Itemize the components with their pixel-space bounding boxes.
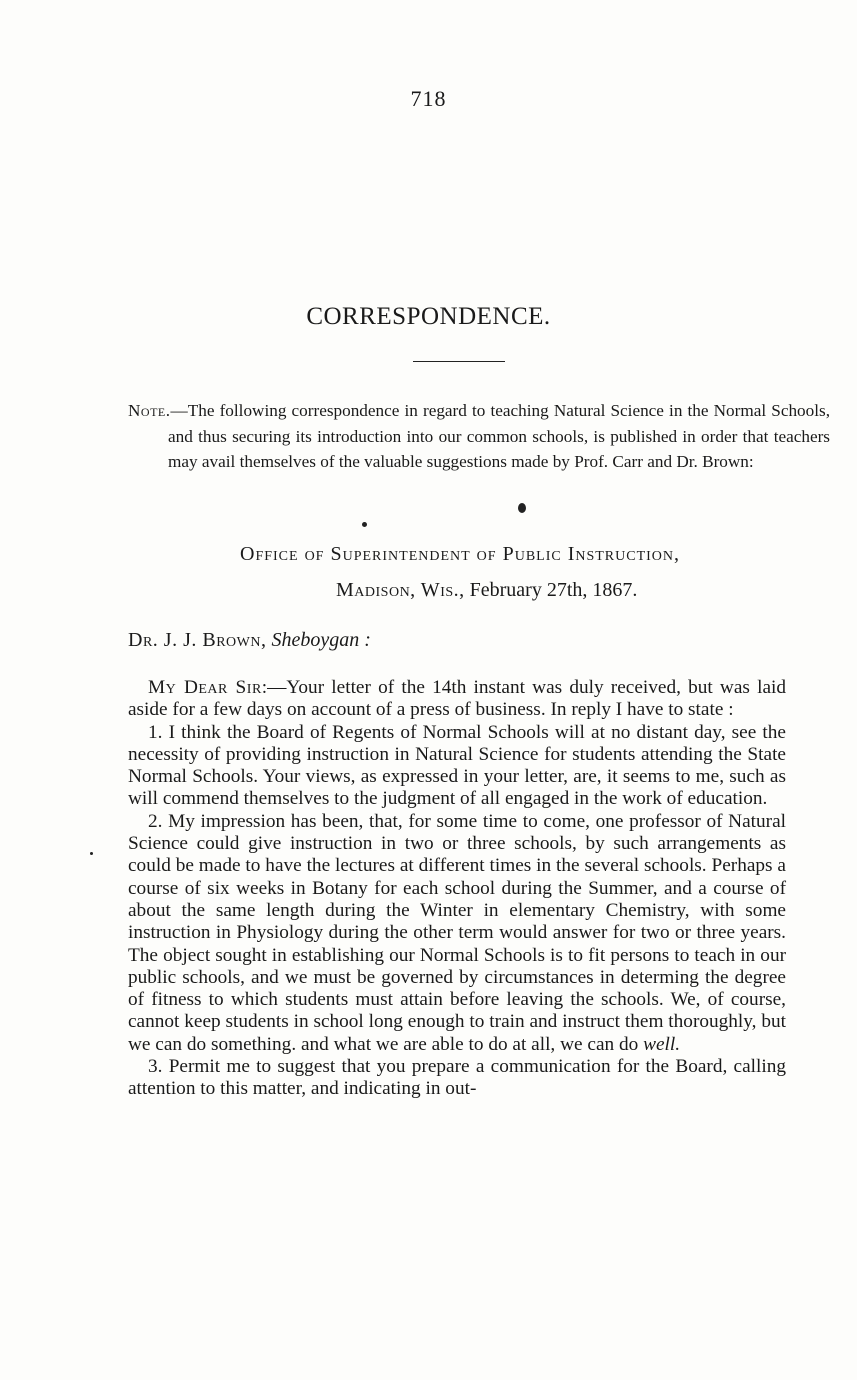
paragraph-2 [128,811,786,1056]
addressee-place: Sheboygan : [271,629,371,651]
letter-opening [128,677,786,722]
addressee-name: Dr. J. J. Brown, [128,629,267,651]
letter-body [128,677,786,1101]
note-label: Note. [128,401,171,420]
letter-addressee [128,629,788,652]
ink-speck-2 [362,522,367,527]
opening-text: :—Your letter of the 14th instant was duly received, but was laid aside for a few days on account of a press of business. In reply I have to state : [128,677,786,721]
letter-office-heading: Office of Superintendent of Public Instruction, [240,543,681,565]
paragraph-2-text: 2. My impression has been, that, for some time to come, one professor of Natural Science could give instruction in two or three schools, by such arrangements as could be made to have the lectures at different times in the several schools. Perhaps a course of six weeks in Botany for each school during the Summer, and a course of about the same length during the Winter in elementary Chemistry, with some instruction in Physiology during the other term would answer for two or three years. The object sought in establishing our Normal Schools is to fit persons to teach in our public schools, and we must be governed by circumstances in determing the degree of fitness to which students must attain before leaving the schools. We, of course, cannot keep students in school long enough to train and instruct them thoroughly, but we can do something. and what we are able to do at all, we can do [128,810,786,1055]
page-number: 718 [410,86,447,111]
salutation: My Dear Sir [148,677,262,698]
note-text: —The following correspondence in regard to teaching Natural Science in the Normal Schools, and thus securing its introduction into our common schools, is published in order that teachers may avail themselves of the valuable suggestions made by Prof. Carr and Dr. Brown: [168,401,830,471]
editorial-note [128,398,830,475]
dateline-place: Madison, Wis., [336,579,465,601]
title-rule [413,361,505,362]
paragraph-3: 3. Permit me to suggest that you prepare a communication for the Board, calling attention to this matter, and indicating in out- [128,1056,786,1100]
ink-speck-3 [90,852,93,855]
ink-speck-1 [518,503,526,513]
letter-dateline [336,579,796,602]
page-title: CORRESPONDENCE. [306,303,551,330]
paragraph-2-emphasis: well. [643,1033,681,1055]
dateline-date: February 27th, 1867. [469,579,638,601]
paragraph-1: 1. I think the Board of Regents of Normal Schools will at no distant day, see the necessity of providing instruction in Natural Science for students attending the State Normal Schools. Your views, as expressed in your letter, are, it seems to me, such as will commend themselves to the judgment of all engaged in the work of education. [128,721,786,810]
